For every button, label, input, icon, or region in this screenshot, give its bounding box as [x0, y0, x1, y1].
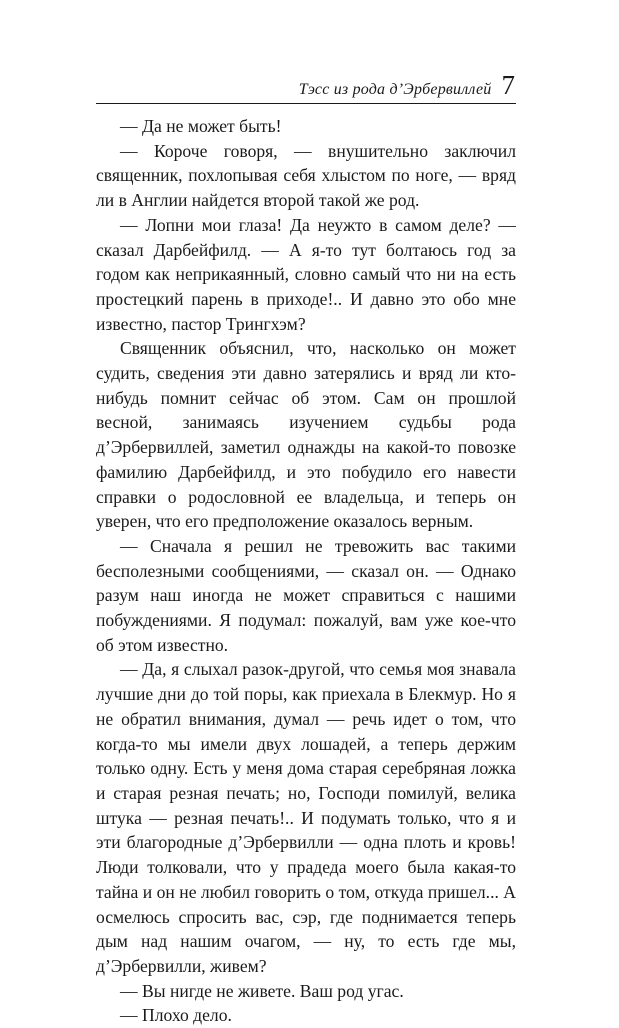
paragraph: — Плохо дело. — [120, 1005, 232, 1026]
running-head — [299, 72, 515, 99]
paragraph: — Да, я слыхал разок-другой, что семья моя знавала лучшие дни до той поры, как приехала в Блекмур. Но я не обратил внимания, думал — речь идет о том, что когда-то мы имели двух лошадей, а теперь держим только одну. Есть у меня дома старая серебряная ложка и старая резная печать; но, Господи помилуй, велика штука — резная печать!.. И подумать только, что я и эти благородные д’Эрбервилли — одна плоть и кровь! Люди толковали, что у прадеда моего была какая-то тайна и он не любил говорить о том, откуда пришел... А осмелюсь спросить вас, сэр, где поднимается теперь дым над нашим очагом, — ну, то есть где мы, д’Эрбервилли, живем? — [96, 659, 516, 976]
paragraph: — Короче говоря, — внушительно заключил священник, похлопывая себя хлыстом по ноге, — вряд ли в Англии найдется второй такой же род. — [96, 140, 516, 211]
paragraph: — Лопни мои глаза! Да неужто в самом деле? — сказал Дарбейфилд. — А я-то тут болтаюсь год за годом как неприкаянный, словно самый что ни на есть простецкий парень в приходе!.. И давно это обо мне известно, пастор Трингхэм? — [96, 214, 516, 334]
body-text — [96, 114, 516, 1028]
paragraph: — Сначала я решил не тревожить вас такими бесполезными сообщениями, — сказал он. — Однако разум наш иногда не может справиться с нашими побуждениями. Я подумал: пожалуй, вам уже кое-что об этом известно. — [96, 535, 516, 655]
paragraph: — Вы нигде не живете. Ваш род угас. — [120, 980, 404, 1001]
page-number: 7 — [501, 70, 515, 100]
paragraph: — Да не может быть! — [120, 116, 282, 136]
running-title: Тэсс из рода д’Эрбервиллей — [298, 81, 492, 98]
header-rule — [96, 103, 516, 104]
paragraph: Священник объяснил, что, насколько он может судить, сведения эти давно затерялись и вряд ли кто-нибудь помнит сейчас об этом. Сам он прошлой весной, занимаясь изучением судьбы рода д’Эрбервиллей, заметил однажды на какой-то повозке фамилию Дарбейфилд, и это побудило его навести справки о родословной ее владельца, и теперь он уверен, что его предположение оказалось верным. — [96, 338, 516, 532]
